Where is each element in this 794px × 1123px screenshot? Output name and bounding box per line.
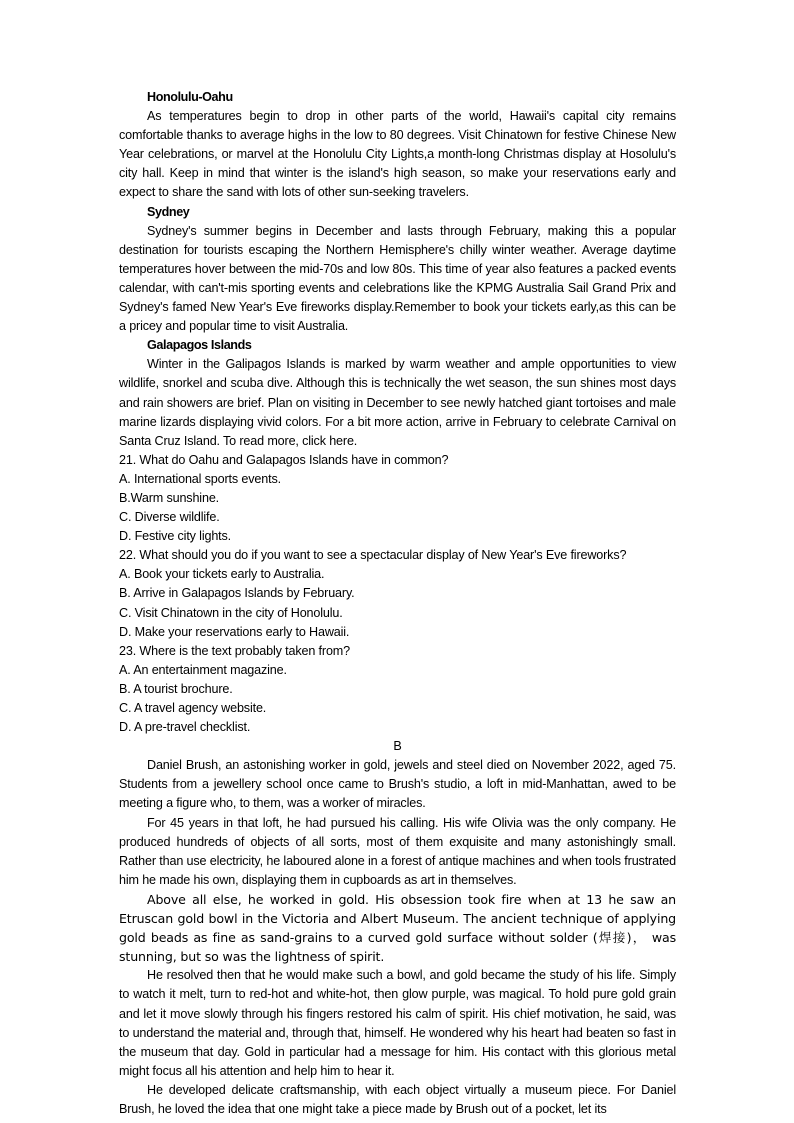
question-21-option-a[interactable]: A. International sports events.	[119, 471, 281, 486]
passage-b-paragraph-1: Daniel Brush, an astonishing worker in gold, jewels and steel died on November 2022, aged 75. Students from a jewellery school once came to Brush's studio, a loft in mid-Manhattan, awed to be meeting a figure who, to them, was a worker of miracles.	[119, 758, 676, 811]
section-heading-galapagos: Galapagos Islands	[147, 338, 252, 353]
question-stem-22: 22. What should you do if you want to see a spectacular display of New Year's Eve fireworks?	[119, 548, 627, 563]
question-22-option-d[interactable]: D. Make your reservations early to Hawaii.	[119, 624, 350, 639]
section-heading-sydney: Sydney	[147, 204, 190, 219]
passage-b-label: B	[393, 739, 402, 754]
section-body-honolulu: As temperatures begin to drop in other parts of the world, Hawaii's capital city remains comfortable thanks to average highs in the low to 80 degrees. Visit Chinatown for festive Chinese New Year celebrations, or marvel at the Honolulu City Lights,a month-long Christmas display at Hosolulu's city hall. Keep in mind that winter is the island's high season, so make your reservations early and expect to share the sand with lots of other sun-seeking travelers.	[119, 109, 676, 200]
question-22-option-c[interactable]: C. Visit Chinatown in the city of Honolulu.	[119, 605, 343, 620]
question-stem-23: 23. Where is the text probably taken from?	[119, 643, 351, 658]
question-23-option-c[interactable]: C. A travel agency website.	[119, 701, 267, 715]
section-body-sydney: Sydney's summer begins in December and lasts through February, making this a popular destination for tourists escaping the Northern Hemisphere's chilly winter weather. Average daytime temperatures hover between the mid-70s and low 80s. This time of year also features a packed events calendar, with can't-mis sporting events and celebrations like the KPMG Australia Sail Grand Prix and Sydney's famed New Year's Eve fireworks display.Remember to book your tickets early,as this can be a pricey and popular time to visit Australia.	[119, 223, 676, 334]
passage-b-paragraph-5: He developed delicate craftsmanship, with each object virtually a museum piece. For Daniel Brush, he loved the idea that one might take a piece made by Brush out of a pocket, let its	[119, 1082, 676, 1116]
passage-b-paragraph-4: He resolved then that he would make such a bowl, and gold became the study of his life. Simply to watch it melt, turn to red-hot and white-hot, then glow purple, was magical. To hold pure gold grain and let it move slowly through his fingers restored his calm of spirit. His chief motivation, he said, was to understand the material and, through that, himself. He wondered why his heart had beaten so fast in the museum that day. Gold in particular had a message for him. His contact with this glorious metal might focus all his attention and help him to hear it.	[119, 968, 676, 1078]
question-21-option-b[interactable]: B.Warm sunshine.	[119, 490, 220, 505]
passage-b-paragraph-3: Above all else, he worked in gold. His obsession took fire when at 13 he saw an Etruscan gold bowl in the Victoria and Albert Museum. The ancient technique of applying gold beads as fine as sand-grains to a curved gold surface without solder (焊接)， was stunning, but so was the lightness of spirit.	[119, 891, 676, 965]
passage-b-paragraph-2: For 45 years in that loft, he had pursued his calling. His wife Olivia was the only company. He produced hundreds of objects of all sorts, most of them exquisite and many astonishingly small. Rather than use electricity, he laboured alone in a forest of antique machines and when tools frustrated him he made his own, displaying them in cupboards as art in themselves.	[119, 815, 676, 887]
question-21-option-d[interactable]: D. Festive city lights.	[119, 529, 232, 544]
question-22-option-a[interactable]: A. Book your tickets early to Australia.	[119, 567, 325, 582]
question-22-option-b[interactable]: B. Arrive in Galapagos Islands by February.	[119, 586, 355, 601]
section-heading-honolulu: Honolulu-Oahu	[147, 90, 233, 104]
section-body-galapagos: Winter in the Galipagos Islands is marked by warm weather and ample opportunities to view wildlife, snorkel and scuba dive. Although this is technically the wet season, the sun shines most days and rain showers are brief. Plan on visiting in December to see newly hatched giant tortoises and male marine lizards displaying vivid colors. For a bit more action, arrive in February to celebrate Carnival on Santa Cruz Island. To read more, click here.	[119, 357, 676, 448]
question-21-option-c[interactable]: C. Diverse wildlife.	[119, 510, 220, 525]
question-23-option-d[interactable]: D. A pre-travel checklist.	[119, 720, 251, 735]
document-body	[119, 88, 676, 1119]
question-23-option-a[interactable]: A. An entertainment magazine.	[119, 662, 287, 677]
question-stem-21: 21. What do Oahu and Galapagos Islands have in common?	[119, 452, 449, 467]
question-23-option-b[interactable]: B. A tourist brochure.	[119, 681, 233, 696]
